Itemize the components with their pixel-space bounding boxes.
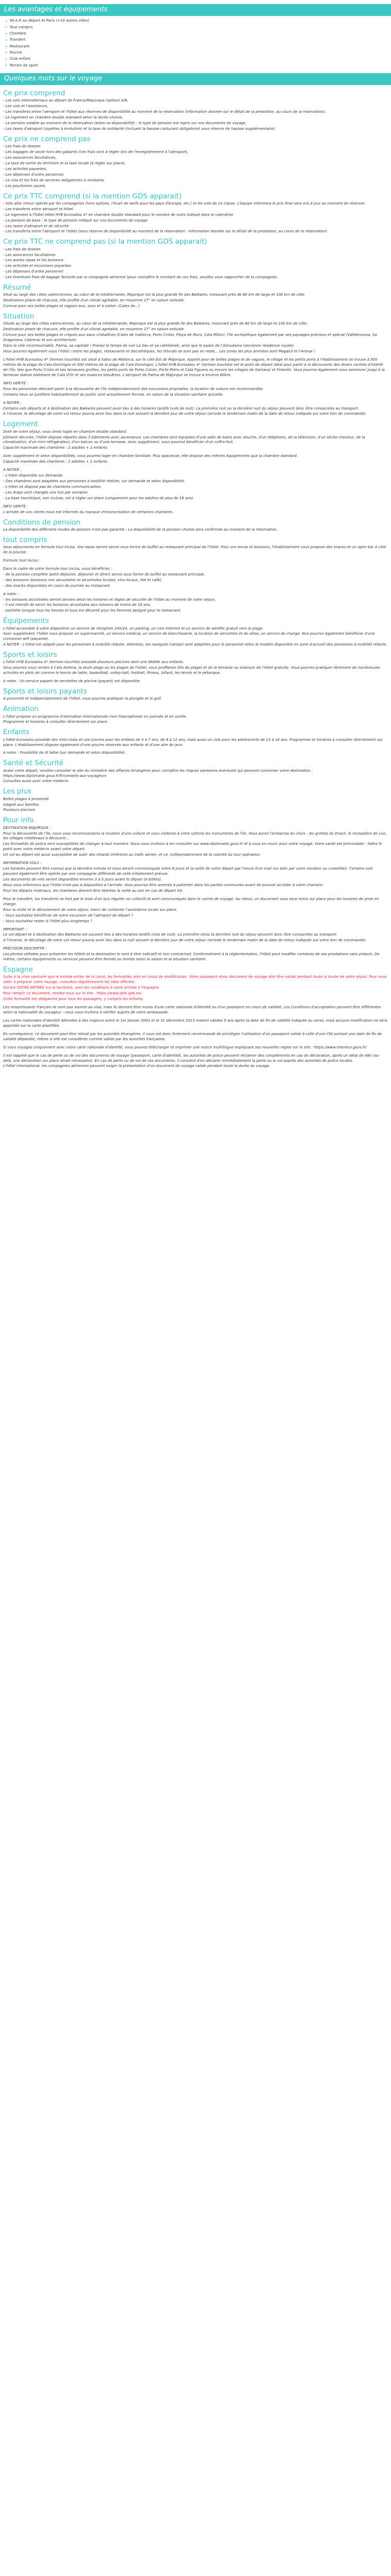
section-line: IMPORTANT : [3, 927, 27, 931]
section-line: Vous pourrez également vous l'hôtel / entre les plages, restaurants et discothèques, les littorals se sont pas en reste... Les zones les plus animées sont Magaluf et l'Arenal ! [3, 349, 315, 354]
section-line: A l'inverse, le décollage de votre vol retour pourra avoir lieu dans la nuit suivant la dernière jour de votre séjour (arrivée le lendemain matin de la date de retour indiquée sur votre bon de commande). [3, 938, 367, 943]
section-line: - Les transferts entre aéroport et hôtel. [3, 207, 74, 211]
section-line: L'hôtel HYB Eurosalou 4* (termes touchés) possède plusieurs piscines dont une dédiée aux enfants. [3, 660, 184, 665]
section [3, 759, 388, 784]
section-line: - des snacks disponibles en cours de journée au restaurant. [3, 583, 111, 588]
amenity-item [5, 31, 391, 37]
section-line: Les documents de vols seront disponibles environ 3 à 5 jours avant le départ (e-billets). [3, 877, 162, 882]
section [3, 965, 388, 1069]
amenity-item [5, 38, 391, 43]
section-line: Le vol départ et à destination des Baléares est souvent lieu à des horaires tardifs (vols de nuit). La première et/ou la dernière nuit du séjour peuvent donc être consacrées au transport. [3, 933, 337, 937]
section-line: - Les autres repas et les boissons [3, 258, 63, 263]
section [3, 816, 388, 962]
section-line: - Les draps sont changés une fois par semaine. [3, 490, 89, 495]
section-line: - Le logement en chambre double standard selon la durée choisie, [3, 115, 123, 120]
section-line: Située au large des côtes valenciennes, au cœur de la méditerranée, Majorque est la plus grande île des Baléares, mesurant près de 80 km de large et 100 km de côte. [3, 321, 308, 326]
section-line: En conséquence, ce document peut être refusé par les autorités étrangères. Il vous est donc fortement recommandé de privilégier l'utilisation d'un passeport valide à celle d'une CNI portant une date de fin de validité dépassée, même si elle est considérée comme valide par les autorités françaises. [3, 1031, 382, 1041]
section-line: - Les bagages de soute hors des gabarits (ces frais sont à régler lors de l'enregistrement à l'aéroport), [3, 150, 189, 154]
section [3, 312, 388, 417]
section-line: Pour les départs matinaux, les chambres doivent être libérées la veille au soir en cas de départ tôt. [3, 888, 184, 893]
section-line: - Vols aller retour opérés par les compagnies (hors options, l'écart de tarifs pour les pays d'Europe, etc.) et les vols de 1e classe. L'équipe informera le prix final sera mis à jour au moment de réserver. [3, 201, 366, 206]
section-line: - Les taxes d'aéroport et de sécurité [3, 224, 69, 228]
section-line: Les formalités de police sont susceptibles de changer à tout moment. Nous vous invitons à les consulter sur www.diplomatie.gouv.fr et à vous en munir pour votre voyage. Votre santé est primordiale : faites le point avec votre médecin avant votre départ. [3, 842, 382, 852]
section-line: Adapté aux familles [3, 802, 39, 807]
section-line: Les horaires peuvent être connus que la dernière minute et nous seront communiqués entre 8 jours et la veille de votre départ par l'envoi d'un mail (ou bien par votre vendeur ou conseiller). Certains vols peuvent également être opérés par une compagnie différente de celle initialement prévue. [3, 867, 373, 876]
amenity-label: • Tout compris [9, 25, 33, 29]
section-line: Destination phare de chacune, elle profite d'un climat agréable, en moyenne 27° en saison estivale. [3, 298, 185, 303]
section-line: Avec supplément et selon disponibilités, vous pourrez loger en chambre familiale. Plus spacieuse, elle dispose des mêmes équipements que la chambre standard. [3, 454, 298, 459]
section-title: Ce prix ne comprend pas [3, 134, 91, 143]
section-line: A noter : [3, 591, 19, 596]
section-line: - L'hôtel ne dispose pas de chambres communicantes. [3, 485, 102, 489]
section-line: - Les transferts entre l'aéroport et l'hôtel aux réserves de disponibilité au moment de la réservation (information donnée sur le détail de la prestation, au cours de la réservation), [3, 110, 327, 114]
section-title: Résumé [3, 283, 31, 292]
section-line: Pour les personnes désirant partir à la découverte de l'île indépendamment des excursions proposées, la location de voiture est recommandée. [3, 386, 264, 391]
section-line: - Les activités et excursions payantes [3, 264, 72, 268]
section-line: L'hôtel accessible à votre disposition un service de réception 24h/24, un parking, un coin Internet et un service de wentfix gratuit vers la plage. [3, 626, 264, 631]
section-line: Certains vols départs et à destination des Baléares peuvent avoir lieu à des horaires tardifs (vols de nuit). La première nuit ou la dernière nuit du séjour peuvent donc être consacrées au transport. [3, 406, 360, 411]
section-line: A noter : Un service payant de serviettes de piscine (payant) est disponible. [3, 679, 141, 684]
section-line: - Les activités payantes, [3, 166, 47, 171]
highlight-line: Durant VOTRE ENTRÉE sur le territoire, voici les conditions à votre arrivée à l'Espagne. [3, 986, 160, 990]
section-line: INFO VERITÉ : [3, 381, 28, 385]
section-title: Santé et Sécurité [3, 759, 63, 768]
section [3, 651, 388, 684]
amenity-item [5, 44, 391, 49]
amenity-label: • Restaurant [9, 44, 30, 48]
section-line: Connue pour ses belles plages et criques aux eaux cristallines (Cales de mallorca, Porto Cristo, Playa de Muro, Cala Millor), l'île archipélique également par ses paysages précieux et spécial (Valldemossa, Sa Dragonera, Cabrera) et son architecture. [3, 333, 377, 343]
section-line: - Les assurances facultatives [3, 252, 56, 257]
trip-sections [0, 89, 391, 1069]
section-line: - Les vols et l'assistance, [3, 104, 48, 109]
highlight-line: Cette formalité est obligatoire pour tous les passagers, y compris les enfants. [3, 997, 144, 1002]
section-title: Les plus [3, 787, 31, 796]
section-line: Doté de votre séjour, vous serez logés en chambre double standard. [3, 429, 127, 434]
section-line: Nous vous informons que l'hôtel n'est pas à disposition à l'arrivée. Vous pourrez être amenés à patienter dans les parties communes avant de pouvoir accéder à votre chambre. [3, 883, 324, 887]
section-line: A NOTER : [3, 400, 22, 405]
section-line: L'arrivée de vos clients nous est informés du manque d'insonorisation de certaines chambres. [3, 510, 174, 514]
section-line: INFORMATION VOLS : [3, 861, 42, 866]
section-line: Programme et horaires à consulter directement sur place. [3, 720, 108, 724]
section-line: Joliment décorée, l'hôtel dispose répartis dans 3 bâtiments avec ascenseurs. Les chambres sont équipées d'une salle de bains avec douche, d'un téléphone, de la télévision, d'un sèche-cheveux, de la climatisation, d'un mini-réfrigérateur, d'un balcon ou d'une terrasse. Avec supplément, vous pourrez bénéficier d'un coffre-fort. [3, 435, 365, 445]
section-line: Belles plages à proximité [3, 796, 49, 801]
section-line: Destination phare de chacune, elle profite d'un climat agréable, en moyenne 27° en saison estivale. [3, 327, 185, 332]
section [3, 283, 388, 309]
section-title: Ce prix TTC ne comprend pas (si la mention GDS apparait) [3, 238, 207, 246]
section-line: La disponibilité des différents modes de pension n'est pas garantie : La disponibilité de la pension choisie sera confirmée au moment de la réservation. [3, 527, 278, 532]
section-title: Espagne [3, 965, 33, 974]
section-line: Un vol au départ est aussi susceptible de subir des retards inhérents au trafic aérien, et ce, indépendamment de la volonté du tour opérateur. [3, 853, 261, 857]
section-title: Pour info [3, 816, 34, 825]
section-line: - Les pourboires usuels. [3, 183, 46, 188]
section-title: Équipements [3, 617, 49, 625]
section-title: Sports et loisirs payants [3, 687, 87, 696]
section-title: Ce prix TTC comprend (si la mention GDS apparait) [3, 192, 182, 200]
section-line: - Vous souhaitez rester à l'hôtel plus longtemps ? [3, 919, 92, 923]
amenity-item [5, 63, 391, 69]
section [3, 787, 388, 813]
section-line: Capacité maximale des chambres : 2 adultes + 2 enfants. [3, 446, 108, 450]
section-title: Conditions de pension [3, 518, 80, 527]
section [3, 536, 388, 614]
section-line: - Les éventuels frais de bagage facturés par la compagnie aérienne (pour connaître le montant de ces frais, veuillez vous rapprocher de la compagnie). [3, 275, 278, 280]
section-line: - La pension valable au moment de la réservation (selon sa disponibilité) : le type de pension est repris sur vos documents de voyage, [3, 121, 247, 125]
section-line: Avec supplément, l'hôtel vous propose un supermarché, un service médical, un service de blanchisserie, la location de serviettes et de vélos, un service de change. Nos pourrez également bénéficier d'une connexion wifi (payante). [3, 632, 375, 641]
section-line: L'hôtel international, les compagnies aériennes peuvent exiger la présentation d'un document de voyage valide pendant toute la durée du voyage. [3, 1064, 271, 1069]
section [3, 518, 388, 533]
section-line: - partielle lorsque tous les heures et tous est décanté pour les femmes assigné pour le restaurant. [3, 608, 182, 613]
section-line: Il est rappelé que le cas de perte ou de vol des documents de voyage (passeport, carte d'identité), les autorités de police peuvent réclamer des compléments en cas de déclaration, après un délai de 48h (au-delà, une déclaration sur place serait nécessaire). En cas de perte ou de vol de ces documents, il convient d'en déclarer immédiatement la perte ou le vol auprès des autorités de police locales. [3, 1053, 380, 1063]
amenities-list [0, 18, 391, 71]
section [3, 238, 388, 280]
amenity-item [5, 25, 391, 30]
section-line: - des boissons (boissons non alcoolisées et alcoolisées locales, vins locaux, thé et café), [3, 578, 162, 582]
section [3, 687, 388, 702]
section-line: - Les vols internationaux au départ de France/Mayorque (option) A/R, [3, 98, 129, 103]
section-line: Si vous voyagez uniquement avec votre carte nationale d'identité, vous pouvez télécharger et imprimer une notice multilingue expliquant ses nouvelles règles sur le site : https://www.interieur.gouv.fr/ [3, 1045, 367, 1049]
section-line: - Les frais de dossier. [3, 144, 41, 149]
section-line: Vous séjournerez en formule tout inclus. Vos repas seront servis sous forme de buffet au restaurant principal de l'hôtel. Pour vos encas et boissons, l'établissement vous propose des snacks et un open bar à côté de la piscine. [3, 545, 386, 554]
section-line: - Les frais de dossier. [3, 247, 41, 251]
section-line: - Les transferts entre l'aéroport et l'hôtel (sous réserve de disponibilité au moment de la réservation - information donnée sur le détail de la prestation, au cours de la réservation) [3, 229, 328, 234]
amenity-item [5, 50, 391, 56]
section-line: Dans le cadre de votre formule tout inclus, vous bénéficiez : [3, 566, 112, 571]
section-line: - Les dépenses d'ordre personnel [3, 269, 63, 274]
section-title: Ce prix comprend [3, 89, 66, 98]
trip-title: Quelques mots sur le voyage [4, 75, 102, 83]
amenities-title: Les avantages et équipements [4, 6, 108, 13]
section-title: Situation [3, 312, 35, 321]
trip-header [0, 73, 391, 85]
section [3, 705, 388, 725]
section-line: - La taxe de sortie du territoire et la taxe locale (à régler sur place), [3, 161, 126, 165]
section-line: - les boissons alcoolisées seront servies selon les horaires et règles de sécurité de l'hôtel au moment de votre séjour, [3, 597, 216, 602]
section-line: Les photos utilisées pour présenter les hôtels et la destination le sont à titre indicatif et non contractuel. Conformément à la réglementation, l'hôtel peut modifier certaines de ses prestations sans préavis. De même, certains équipements ou services peuvent être fermés ou limités selon la saison et la situation sanitaire. [3, 952, 380, 962]
section-line: A l'inverse, le décollage de votre vol retour pourra avoir lieu dans la nuit suivant la dernière jour de votre séjour (arrivée le lendemain matin de la date de retour indiquée sur votre bon de commande). [3, 412, 367, 416]
section-line: Formule tout inclus : [3, 558, 41, 563]
section-line: - de la pension complète (petit déjeuner, déjeuner et dîner) servis sous forme de buffet au restaurant principal, [3, 572, 205, 577]
section-line: A noter : Possibilité de lit bébé (sur demande et selon disponibilité). [3, 751, 126, 755]
section [3, 420, 388, 515]
section-line: Consultez aussi avec votre médecin. [3, 779, 70, 784]
section-line: Avant votre départ, veuillez consulter le site du ministère des Affaires étrangères pour connaître les risques sanitaires éventuels qui peuvent concerner votre destination : https://www.diplomatie.gouv.fr/fr/conseils-aux-voyageurs [3, 768, 313, 778]
section-line: - Les dépenses d'ordre personnel, [3, 172, 64, 177]
section-line: L'hôtel HYB Eurosalou 4* (termes touchés) est situé à Salou de Mallorca, sur le côté Est de Majorque. Appelé pour de belles plages et de vagues, le village et les petits ports à l'établissement se trouve à 500 mètres de la plage de Cala Domingos et 500 mètres de la plage de Cala Domingos. L'hôtel HYB Eurosalou 4* (termes touchés) est le point de départ idéal pour partir à la découverte des divers centres d'intérêt de l'île, tels que Porto Cristo et ses fameuses grottes, les petits ports de Porto Colom, Porto Petro et Cala Figuera ou encore les villages de Santanyí et Felanitx. Vous pourrez également vous aventurer jusqu'à la fameuse station balnéaire de Cala d'Or et ses nuances bleuâtres. L'aéroport de Palma de Majorque se trouve à environ 60km. [3, 358, 385, 377]
section-title: Sports et loisirs [3, 651, 57, 659]
section-line: - Vous souhaitez bénéficier de votre excursion de l'aéroport de départ ? [3, 913, 133, 918]
section-line: L'hôtel propose un programme d'animation internationale (non francophone) en journée et en soirée. [3, 714, 187, 719]
section-line: - Le visa et les frais de services obligatoires si existants, [3, 178, 105, 182]
section-line: - Des chambres sont adaptées aux personnes à mobilité réduite, sur demande et selon disponibilité. [3, 479, 185, 484]
section-title: tout compris [3, 535, 47, 544]
amenity-item [5, 57, 391, 62]
page [0, 4, 391, 1069]
section-line: Plusieurs piscines [3, 808, 35, 812]
section-line: Pour la découverte de l'île, nous vous recommandons la location d'une voiture et vous visiterez à votre rythme les monuments de l'île. Vous aurez l'embarras du choix : les grottes du Drach, le monastère de Lluc, les villages médiévaux à découvrir... [3, 831, 387, 841]
section-line: DESTINATION MAJORQUE : [3, 825, 51, 830]
amenity-label: • Piscine [9, 50, 22, 55]
section-title: Enfants [3, 728, 29, 737]
section-line: Capacité maximale des chambres : 2 adultes + 2 enfants. [3, 460, 108, 464]
section-line: - Les assurances facultatives, [3, 155, 57, 160]
section-line: Certains lieux se justifient habituellement du public sont actuellement fermés, en raison de la situation sanitaire actuelle. [3, 392, 224, 397]
section [3, 617, 388, 648]
section-line: Connue pour ses belles plages et vagues eux, sous et à visiter. (Cales de...) [3, 304, 140, 309]
section-line: - La pension de base : le type de pension indiqué sur vos documents de voyage [3, 218, 148, 223]
section-line: A NOTER : L'hôtel est adapté pour les personnes à mobilité réduite. Attention, les navigués (rampe) sont adaptées pour le personnel selon le modèle disponible en zone d'accueil des personnes à mobilité réduite. [3, 642, 387, 647]
section [3, 192, 388, 235]
section-line: Pour le transfert, les transferts se font par le biais d'un bus régulier ou collectif et sont communiqués dans le carnet de voyage. Au retour, un document vous sera remis sur place pour les horaires de prise en charge. [3, 896, 379, 906]
section-title: Animation [3, 705, 39, 714]
section-line: Les ressortissants français ne sont pas soumis au visa, mais ils devront être munis d'une carte nationale d'identité ou d'un passeport en cours de validité. Les Conditions d'acceptation peuvent être différentes selon la nationalité du voyageur : nous vous invitons à vérifier auprès de votre ambassade. [3, 1005, 381, 1014]
amenities-header [0, 4, 391, 16]
amenity-label: • Club enfant [9, 57, 31, 61]
section [3, 89, 388, 132]
section-line: Situé au large des côtes valenciennes, au cœur de la méditerranée, Majorque est la plus grande île des Baléares, mesurant près de 80 km de large et 100 km de côte. [3, 293, 306, 297]
amenity-label: • Chambre [9, 31, 26, 36]
section-line: Les cartes nationales d'identité délivrées à des majeurs entre le 1er janvier 2004 et le 31 décembre 2013 restent valides 5 ans après la date de fin de validité indiquée au verso, mais aucune modification ne sera apportée sur la carte plastifiée. [3, 1018, 387, 1028]
section [3, 135, 388, 189]
highlight-line: Pour remplir ce document, rendez-vous sur le site : https://www.spth.gob.es/ [3, 991, 142, 996]
amenity-label: • Transfert [9, 38, 26, 42]
section-line: PRÉCISION DESCRIPTIF : [3, 946, 47, 951]
section-line: - Les taxes d'aéroport (sujettes à évolution) et la taxe de solidarité (incluant la hausse carburant obligatoire) sous réserve de hausse supplémentaire). [3, 126, 276, 131]
section-line: Pour la visite et le déroulement de votre séjour, merci de contacter l'assistance locale sur place. [3, 907, 177, 912]
amenity-label: • Wi-A.R au départ et Paris (+10 autres villes) [9, 19, 89, 23]
highlight-line: Suite à la crise sanitaire que le monde entier de la covid, les formalités sont en cours de modification. Votre passeport et/ou document de voyage doit être valide pendant toute la durée de votre séjour. Pour vous aider à préparer votre voyage, consultez régulièrement les sites officiels. [3, 975, 387, 985]
section-line: Vous pourrez vous rendre à Cala Antena, la seule plage ou les plages de l'hôtel, vous profiterez (lits de plage) et de la terrasse ou solarium de l'hôtel gratuite. Vous pourrez pratiquer librement de nombreuses activités en plein air comme le tennis de table, basketball, volley-ball, football, fitness, billard, les tennis et le pétanque. [3, 666, 380, 675]
section-line: - il est interdit de servir les boissons alcoolisées aux mineurs de moins de 18 ans, [3, 603, 151, 607]
amenity-item [5, 19, 391, 24]
section-line: - Le logement à l'hôtel Hôtel HYB Eurosalou 4* en chambre double standard pour le nombre de nuits indiqué dans le calendrier [3, 212, 234, 217]
section [3, 728, 388, 756]
amenity-label: • Terrain de sport [9, 63, 38, 67]
section-line: Dans la ville incontournable, Palma, sa capitale ! Prenez le temps de voir La Seu et sa cathédrale, ainsi que le palais de l'Almudaina (ancienne résidence royale). [3, 344, 295, 348]
section-line: - L'hôtel disponible sur demande. [3, 473, 64, 478]
section-title: Logement [3, 420, 38, 429]
section-line: L'hôtel Eurosalou possède des mini-clubs et une piscine pour les enfants de 4 à 7 ans, de 8 à 12 ans, mais aussi un club pour les adolescents de 13 à 16 ans. Programme et horaires à consulter directement sur place. L'établissement dispose également d'une piscine réservée aux enfants et d'une aire de jeux. [3, 737, 383, 747]
section-line: A NOTER : [3, 468, 22, 472]
section-line: - La base touristique, non incluse, est à régler sur place (uniquement pour les adultes de plus de 16 ans). [3, 496, 194, 500]
section-line: INFO VERITÉ : [3, 504, 28, 509]
section-line: A proximité et indépendamment de l'hôtel, vous pourrez pratiquer la plongée et le golf. [3, 697, 162, 701]
